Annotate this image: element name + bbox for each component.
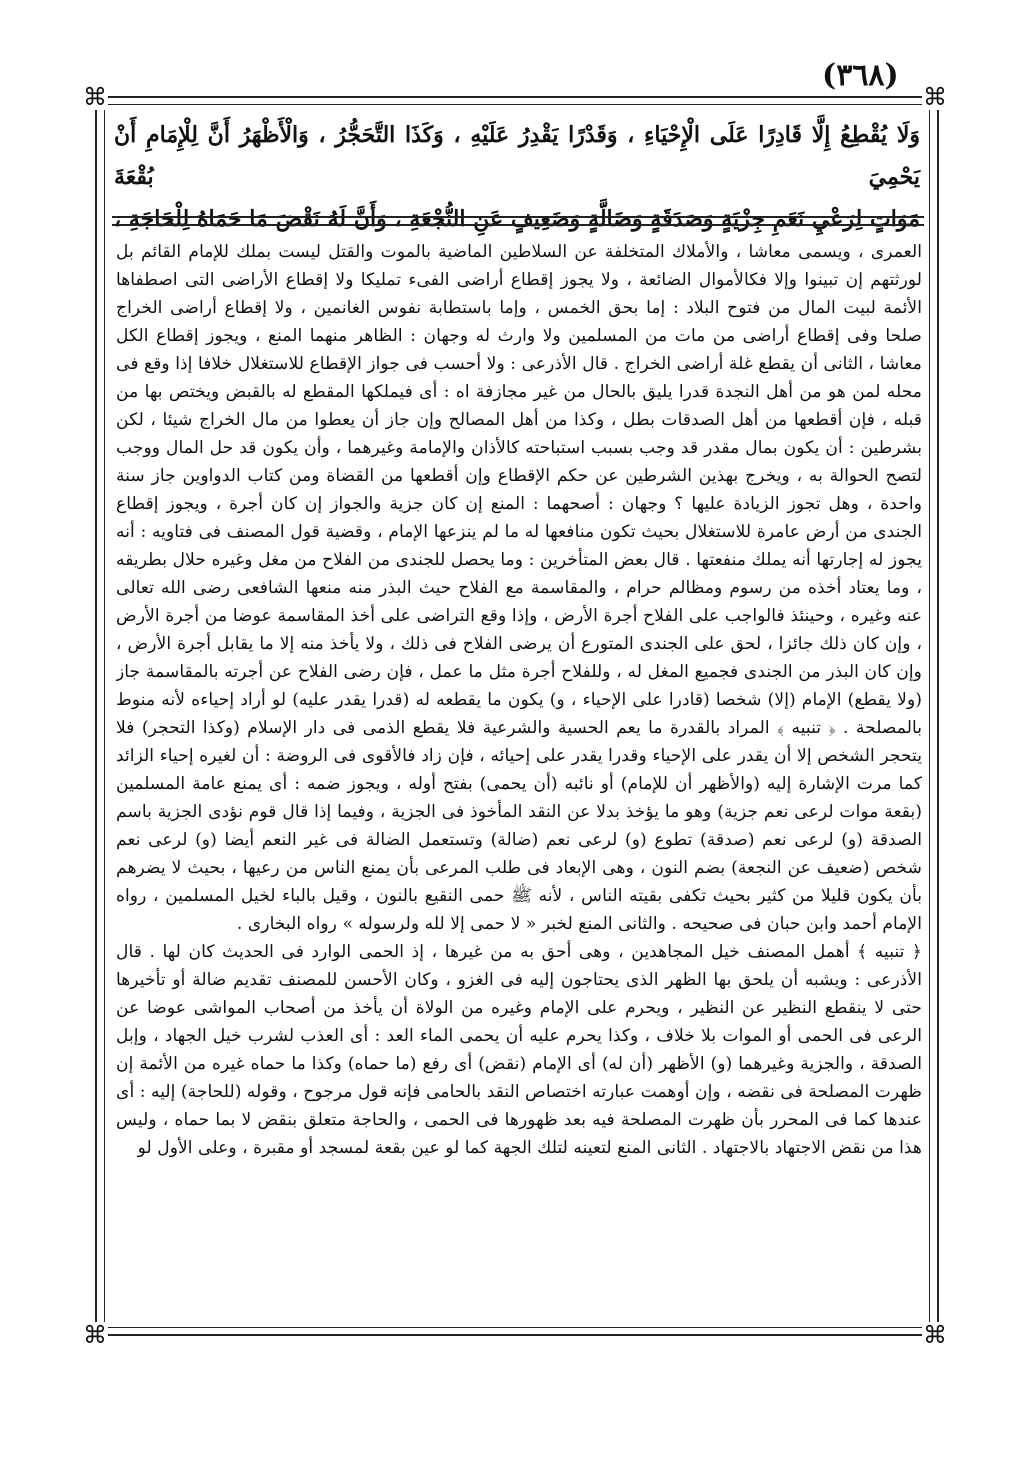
ornament-icon: ⌘ [923, 1321, 947, 1349]
commentary-text [116, 238, 922, 1330]
section-divider [112, 216, 924, 226]
page-number: (٣٦٨) [822, 58, 899, 93]
matn-line-2: مَوَاتٍ لِرَعْيِ نَعَمِ جِزْيَةٍ وَصَدَقَةٍ وَضَالَّةٍ وَضَعِيفٍ عَنِ النُّجْعَةِ ، وَأَنَّ لَهُ نَقْضَ مَا حَمَاهُ لِلْحَاجَةِ ، [114, 206, 920, 232]
matn-line-1: وَلَا يُقْطِعُ إِلَّا قَادِرًا عَلَى الْإِحْيَاءِ ، وَقَدْرًا يَقْدِرُ عَلَيْهِ ، وَكَذَا التَّحَجُّرُ ، وَالْأَظْهَرُ أَنَّ لِلْإِمَامِ أَنْ يَحْمِيَ بُقْعَةَ [114, 122, 920, 190]
commentary-paragraph: ﴿ تنبيه ﴾ أهمل المصنف خيل المجاهدين ، وهى أحق به من غيرها ، إذ الحمى الوارد فى الحديث كان لها . قال الأذرعى : ويشبه أن يلحق بها الظهر الذى يحتاجون إليه فى الغزو ، وكان الأحسن للمصنف تقديم ضالة أو تأخيرها حتى لا ينقطع النظير عن النظير ، ويحرم على الإمام وغيره من الولاة أن يأخذ من أصحاب المواشى عوضا عن الرعى فى الحمى أو الموات بلا خلاف ، وكذا يحرم عليه أن يحمى الماء العد : أى العذب لشرب خيل الجهاد ، وإبل الصدقة ، والجزية وغيرهما (و) الأظهر (أن له) أى الإمام (نقض) أى رفع (ما حماه) وكذا ما حماه غيره من الأئمة إن ظهرت المصلحة فى نقضه ، وإن أوهمت عبارته اختصاص النقد بالحامى فإنه قول مرجوح ، وقوله (للحاجة) إليه : أى عندها كما فى المحرر بأن ظهرت المصلحة فيه بعد ظهورها فى الحمى ، والحاجة متعلق بنقض لا بما حماه ، وليس هذا من نقض الاجتهاد بالاجتهاد . الثانى المنع لتعينه لتلك الجهة كما لو عين بقعة لمسجد أو مقبرة ، وعلى الأول لو [116, 942, 922, 1158]
ornament-icon: ⌘ [83, 1321, 107, 1349]
ornament-icon: ⌘ [83, 83, 107, 111]
ornament-icon: ⌘ [923, 83, 947, 111]
commentary-paragraph: العمرى ، ويسمى معاشا ، والأملاك المتخلفة عن السلاطين الماضية بالموت والقتل ليست بملك للإمام القائم بل لورثتهم إن تبينوا وإلا فكالأموال الضائعة ، ولا يجوز إقطاع أراضى الفىء تمليكا ولا إقطاع الأراضى التى اصطفاها الأئمة لبيت المال من فتوح البلاد : إما بحق الخمس ، وإما باستطابة نفوس الغانمين ، ولا إقطاع أراضى الخراج صلحا وفى إقطاع أراضى من مات من المسلمين ولا وارث له وجهان : الظاهر منهما المنع ، ويجوز إقطاع الكل معاشا ، الثانى أن يقطع غلة أراضى الخراج . قال الأذرعى : ولا أحسب فى جواز الإقطاع للاستغلال خلافا إذا وقع فى محله لمن هو من أهل النجدة قدرا يليق بالحال من غير مجازفة اه : أى فيملكها المقطع له بالقبض ويختص بها من قبله ، فإن أقطعها من أهل الصدقات بطل ، وكذا من أهل المصالح وإن جاز أن يعطوا من مال الخراج شيئا ، لكن بشرطين : أن يكون بمال مقدر قد وجب بسبب استباحته كالأذان والإمامة وغيرهما ، وأن يكون قد حل المال ووجب لتصح الحوالة به ، ويخرج بهذين الشرطين عن حكم الإقطاع وإن أقطعها من القضاة ومن كتاب الدواوين جاز سنة واحدة ، وهل تجوز الزيادة عليها ؟ وجهان : أصحهما : المنع إن كان جزية والجواز إن كان أجرة ، ويجوز إقطاع الجندى من أرض عامرة للاستغلال بحيث تكون منافعها له ما لم ينزعها الإمام ، وقضية قول المصنف فى فتاويه : أنه يجوز له إجارتها أنه يملك منفعتها . قال بعض المتأخرين : وما يحصل للجندى من الفلاح من مغل وغيره حلال بطريقه ، وما يعتاد أخذه من رسوم ومظالم حرام ، والمقاسمة مع الفلاح حيث البذر منه منعها الشافعى رضى الله تعالى عنه وغيره ، وحينئذ فالواجب على الفلاح أجرة الأرض ، وإذا وقع التراضى على أخذ المقاسمة عوضا من أجرة الأرض ، وإن كان ذلك جائزا ، لحق على الجندى المتورع أن يرضى الفلاح فى ذلك ، ولا يأخذ منه إلا ما يقابل أجرة الأرض ، وإن كان البذر من الجندى فجميع المغل له ، وللفلاح أجرة مثل ما عمل ، فإن رضى الفلاح عن أجرته بالمقاسمة جاز (ولا يقطع) الإمام (إلا) شخصا (قادرا على الإحياء ، و) يكون ما يقطعه له (قدرا يقدر عليه) لو أراد إحياءه لأنه منوط بالمصلحة . ﴿ تنبيه ﴾ المراد بالقدرة ما يعم الحسية والشرعية فلا يقطع الذمى فى دار الإسلام (وكذا التحجر) فلا يتحجر الشخص إلا أن يقدر على الإحياء وقدرا يقدر على إحيائه ، فإن زاد فالأقوى فى الروضة : أن لغيره إحياء الزائد كما مرت الإشارة إليه (والأظهر أن للإمام) أو نائبه (أن يحمى) بفتح أوله ، ويجوز ضمه : أى يمنع عامة المسلمين (بقعة موات لرعى نعم جزية) وهو ما يؤخذ بدلا عن النقد المأخوذ فى الجزية ، وفيما إذا قال قوم نؤدى الجزية باسم الصدقة (و) لرعى نعم (صدقة) تطوع (و) لرعى نعم (ضالة) وتستعمل الضالة فى غير النعم أيضا (و) لرعى نعم شخص (ضعيف عن النجعة) بضم النون ، وهى الإبعاد فى طلب المرعى بأن يمنع الناس من رعيها ، بحيث لا يضرهم بأن يكون قليلا من كثير بحيث تكفى بقيته الناس ، لأنه ﷺ حمى النقيع بالنون ، وقيل بالباء لخيل المسلمين ، رواه الإمام أحمد وابن حبان فى صحيحه . والثانى المنع لخبر « لا حمى إلا لله ولرسوله » رواه البخارى . [116, 242, 922, 934]
